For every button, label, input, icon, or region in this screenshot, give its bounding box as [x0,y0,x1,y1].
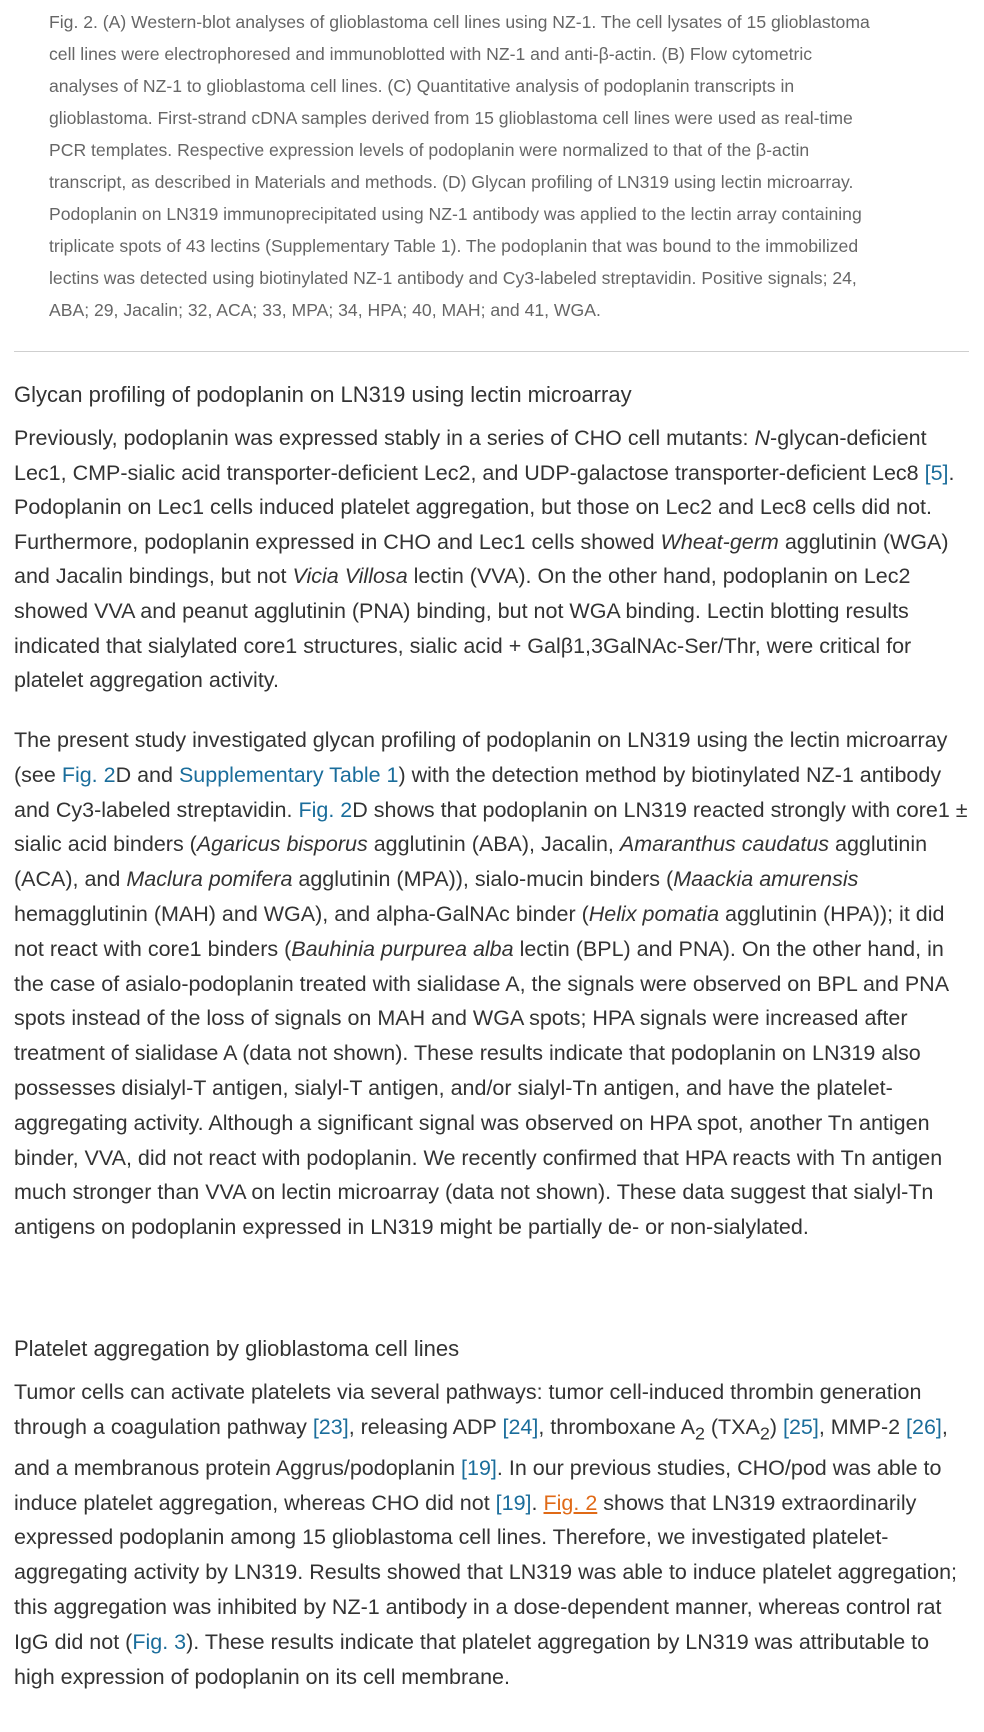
text-run: D and [115,762,179,787]
italic-term: N [754,426,771,450]
text-run: , releasing ADP [348,1414,503,1439]
italic-term: Vicia Villosa [292,564,408,589]
text-run: -glycan-deficient Lec1, CMP-sialic acid transporter-deficient Lec2, and UDP-galactose transporter-deficient Lec8 [14,426,927,485]
reference-link[interactable]: Fig. 2 [61,762,116,787]
text-run: (TXA [704,1414,760,1439]
text-run: agglutinin (MPA)), sialo-mucin binders ( [292,867,674,892]
caption-line: glioblastoma. First-strand cDNA samples derived from 15 glioblastoma cell lines were used as real-time [49,108,853,128]
caption-line: Fig. 2. (A) Western-blot analyses of glioblastoma cell lines using NZ-1. The cell lysates of 15 glioblastoma [49,12,870,32]
text-run: Tumor cells can activate platelets via several pathways: tumor cell-induced thrombin generation through a coagulation pathway [14,1380,922,1439]
text-run: The present study investigated glycan profiling of podoplanin on LN319 using the lectin microarray (see [14,728,948,787]
text-run: agglutinin (ACA), and [14,832,928,892]
caption-line: lectins was detected using biotinylated NZ-1 antibody and Cy3-labeled streptavidin. Positive signals; 24, [49,268,857,288]
text-run: . [531,1490,544,1515]
text-run: lectin (VVA). On the other hand, podoplanin on Lec2 showed VVA and peanut agglutinin (PNA) binding, but not WGA binding. Lectin blotting results indicated that sialylated core1 structures, sialic acid + Galβ1,3GalNAc-Ser/Thr, were critical for platelet aggregation activity. [14,564,912,693]
italic-term: Maclura pomifera [126,867,293,892]
italic-term: Maackia amurensis [673,867,859,892]
reference-link[interactable]: Supplementary Table 1 [178,762,399,787]
paragraph-glycan-1 [14,421,969,698]
caption-line: transcript, as described in Materials and methods. (D) Glycan profiling of LN319 using lectin microarray. [49,172,854,192]
paragraph-glycan-2 [14,723,969,1245]
section-heading-platelet-aggregation: Platelet aggregation by glioblastoma cell lines [14,1336,460,1361]
reference-link[interactable]: [5] [924,460,949,485]
text-run: , MMP-2 [818,1414,907,1439]
text-run: , and a membranous protein Aggrus/podoplanin [14,1414,948,1480]
text-run: shows that LN319 extraordinarily expressed podoplanin among 15 glioblastoma cell lines. Therefore, we investigated platelet-aggregating activity by LN319. Results showed that LN319 was able to induce platelet aggregation; this aggregation was inhibited by NZ-1 antibody in a dose-dependent manner, whereas control rat IgG did not ( [14,1490,958,1654]
text-run: D shows that podoplanin on LN319 reacted strongly with core1 ± sialic acid binders ( [14,797,968,857]
reference-link[interactable]: Fig. 2 [298,797,353,822]
italic-term: Amaranthus caudatus [619,832,830,857]
italic-term: Wheat-germ [660,529,779,554]
reference-link[interactable]: [19] [495,1490,532,1515]
reference-link[interactable]: [24] [502,1414,539,1439]
reference-link[interactable]: [23] [312,1414,349,1439]
reference-link[interactable]: [25] [782,1414,819,1439]
italic-term: Bauhinia purpurea alba [291,936,514,961]
subscript: 2 [759,1423,770,1444]
text-run: . Podoplanin on Lec1 cells induced platelet aggregation, but those on Lec2 and Lec8 cells did not. Furthermore, podoplanin expressed in CHO and Lec1 cells showed [14,460,955,554]
text-run: Previously, podoplanin was expressed stably in a series of CHO cell mutants: [14,426,755,450]
text-run: hemagglutinin (MAH) and WGA), and alpha-GalNAc binder ( [14,901,589,926]
caption-line: analyses of NZ-1 to glioblastoma cell lines. (C) Quantitative analysis of podoplanin transcripts in [49,76,795,96]
text-run: lectin (BPL) and PNA). On the other hand, in the case of asialo-podoplanin treated with sialidase A, the signals were observed on BPL and PNA spots instead of the loss of signals on MAH and WGA spots; HPA signals were increased after treatment of sialidase A (data not shown). These results indicate that podoplanin on LN319 also possesses disialyl-T antigen, sialyl-T antigen, and/or sialyl-Tn antigen, and have the platelet-aggregating activity. Although a significant signal was observed on HPA spot, another Tn antigen binder, VVA, did not react with podoplanin. We recently confirmed that HPA reacts with Tn antigen much stronger than VVA on lectin microarray (data not shown). These data suggest that sialyl-Tn antigens on podoplanin expressed in LN319 might be partially de- or non-sialylated. [14,936,948,1240]
text-run: ). These results indicate that platelet aggregation by LN319 was attributable to high expression of podoplanin on its cell membrane. [14,1629,930,1689]
reference-link[interactable]: Fig. 3 [132,1629,187,1654]
caption-line: Podoplanin on LN319 immunoprecipitated using NZ-1 antibody was applied to the lectin array containing [49,204,862,224]
subscript: 2 [694,1423,705,1444]
text-run: . In our previous studies, CHO/pod was able to induce platelet aggregation, whereas CHO did not [14,1455,942,1515]
text-run: agglutinin (HPA)); it did not react with core1 binders ( [14,901,945,961]
text-run: agglutinin (WGA) and Jacalin bindings, but not [14,529,949,589]
reference-link[interactable]: [19] [461,1455,497,1480]
caption-line: triplicate spots of 43 lectins (Supplementary Table 1). The podoplanin that was bound to the immobilized [49,236,859,256]
paragraph-platelet-1 [14,1375,969,1694]
caption-line: ABA; 29, Jacalin; 32, ACA; 33, MPA; 34, HPA; 40, MAH; and 41, WGA. [49,300,601,320]
text-run: ) [769,1414,783,1439]
text-run: , thromboxane A [538,1414,695,1439]
italic-term: Agaricus bisporus [196,832,368,857]
caption-line: cell lines were electrophoresed and immunoblotted with NZ-1 and anti-β-actin. (B) Flow cytometric [49,44,813,64]
section-divider [14,351,969,352]
figure-caption [49,6,949,326]
caption-line: PCR templates. Respective expression levels of podoplanin were normalized to that of the β-actin [49,140,810,160]
figure-link-active[interactable]: Fig. 2 [543,1490,598,1515]
italic-term: Helix pomatia [588,901,720,926]
text-run: agglutinin (ABA), Jacalin, [367,832,620,857]
reference-link[interactable]: [26] [906,1414,942,1439]
text-run: ) with the detection method by biotinylated NZ-1 antibody and Cy3-labeled streptavidin. [14,762,942,822]
section-heading-glycan-profiling: Glycan profiling of podoplanin on LN319 using lectin microarray [14,382,632,407]
